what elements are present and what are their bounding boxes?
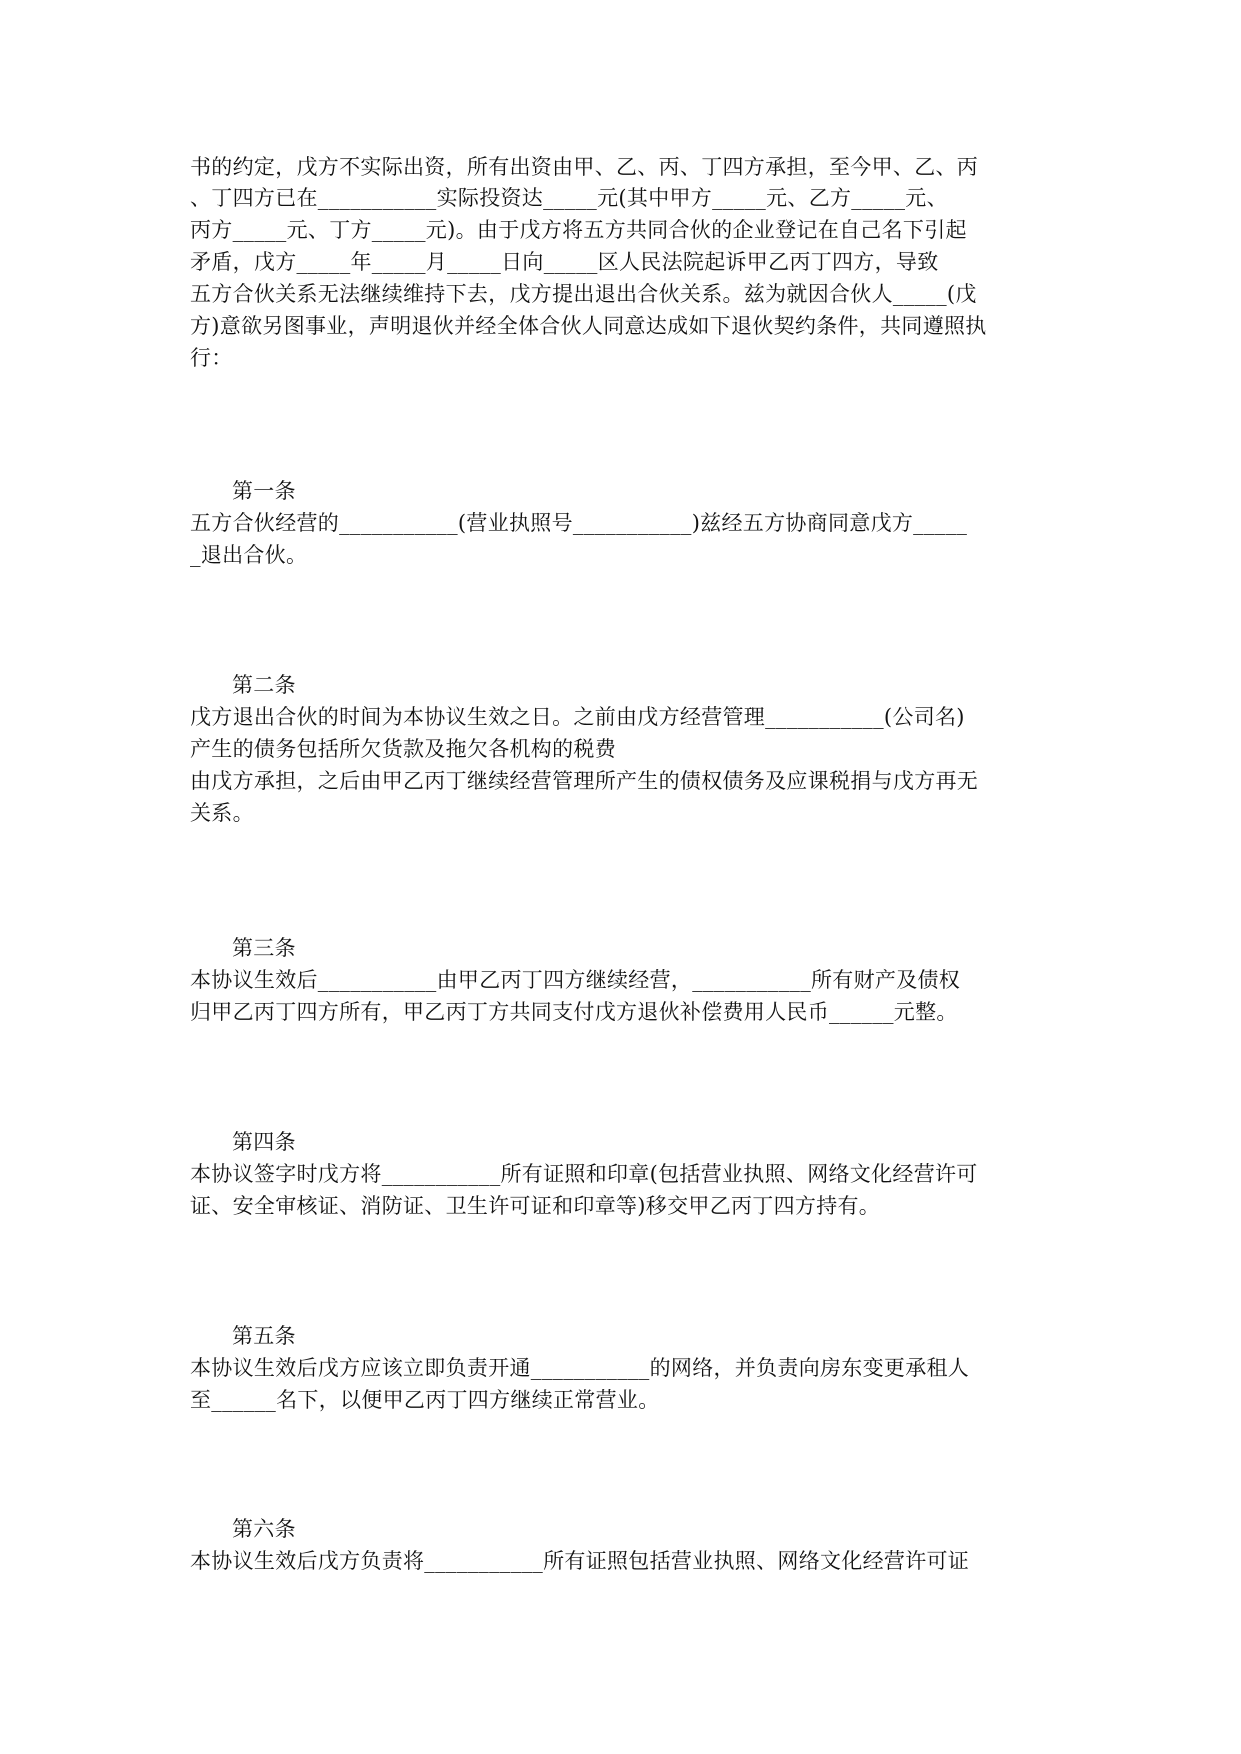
intro-line: 、丁四方已在___________实际投资达_____元(其中甲方_____元、乙方_____元、 — [190, 186, 948, 210]
intro-line: 丙方_____元、丁方_____元)。由于戊方将五方共同合伙的企业登记在自己名下引起 — [190, 218, 967, 242]
article-heading: 第五条 — [232, 1324, 296, 1348]
article-heading: 第二条 — [232, 673, 296, 697]
article-line: 五方合伙经营的___________(营业执照号___________)兹经五方协商同意戊方_____ — [190, 511, 968, 535]
intro-line: 五方合伙关系无法继续维持下去，戊方提出退出合伙关系。兹为就因合伙人_____(戊 — [190, 282, 977, 306]
article-line: _退出合伙。 — [190, 543, 308, 567]
article-line: 戊方退出合伙的时间为本协议生效之日。之前由戊方经营管理___________(公司名) — [190, 705, 965, 729]
intro-line: 书的约定，戊方不实际出资，所有出资由甲、乙、丙、丁四方承担，至今甲、乙、丙 — [190, 155, 979, 179]
intro-line: 方)意欲另图事业，声明退伙并经全体合伙人同意达成如下退伙契约条件，共同遵照执 — [190, 314, 987, 338]
article-line: 本协议生效后戊方负责将___________所有证照包括营业执照、网络文化经营许可证 — [190, 1549, 970, 1573]
article-line: 由戊方承担，之后由甲乙丙丁继续经营管理所产生的债权债务及应课税捐与戊方再无 — [190, 769, 979, 793]
article-heading: 第一条 — [232, 479, 296, 503]
article-heading: 第六条 — [232, 1517, 296, 1541]
article-line: 产生的债务包括所欠货款及拖欠各机构的税费 — [190, 737, 616, 761]
article-line: 关系。 — [190, 801, 254, 825]
article-line: 归甲乙丙丁四方所有，甲乙丙丁方共同支付戊方退伙补偿费用人民币______元整。 — [190, 1000, 958, 1024]
article-line: 本协议生效后___________由甲乙丙丁四方继续经营，___________所有财产及债权 — [190, 968, 961, 992]
article-heading: 第三条 — [232, 936, 296, 960]
article-line: 至______名下，以便甲乙丙丁四方继续正常营业。 — [190, 1388, 660, 1412]
article-line: 本协议签字时戊方将___________所有证照和印章(包括营业执照、网络文化经营许可 — [190, 1162, 978, 1186]
article-heading: 第四条 — [232, 1130, 296, 1154]
intro-line: 行： — [190, 346, 233, 370]
intro-line: 矛盾，戊方_____年_____月_____日向_____区人民法院起诉甲乙丙丁四方，导致 — [190, 250, 939, 274]
article-line: 证、安全审核证、消防证、卫生许可证和印章等)移交甲乙丙丁四方持有。 — [190, 1194, 881, 1218]
article-line: 本协议生效后戊方应该立即负责开通___________的网络，并负责向房东变更承租人 — [190, 1356, 970, 1380]
